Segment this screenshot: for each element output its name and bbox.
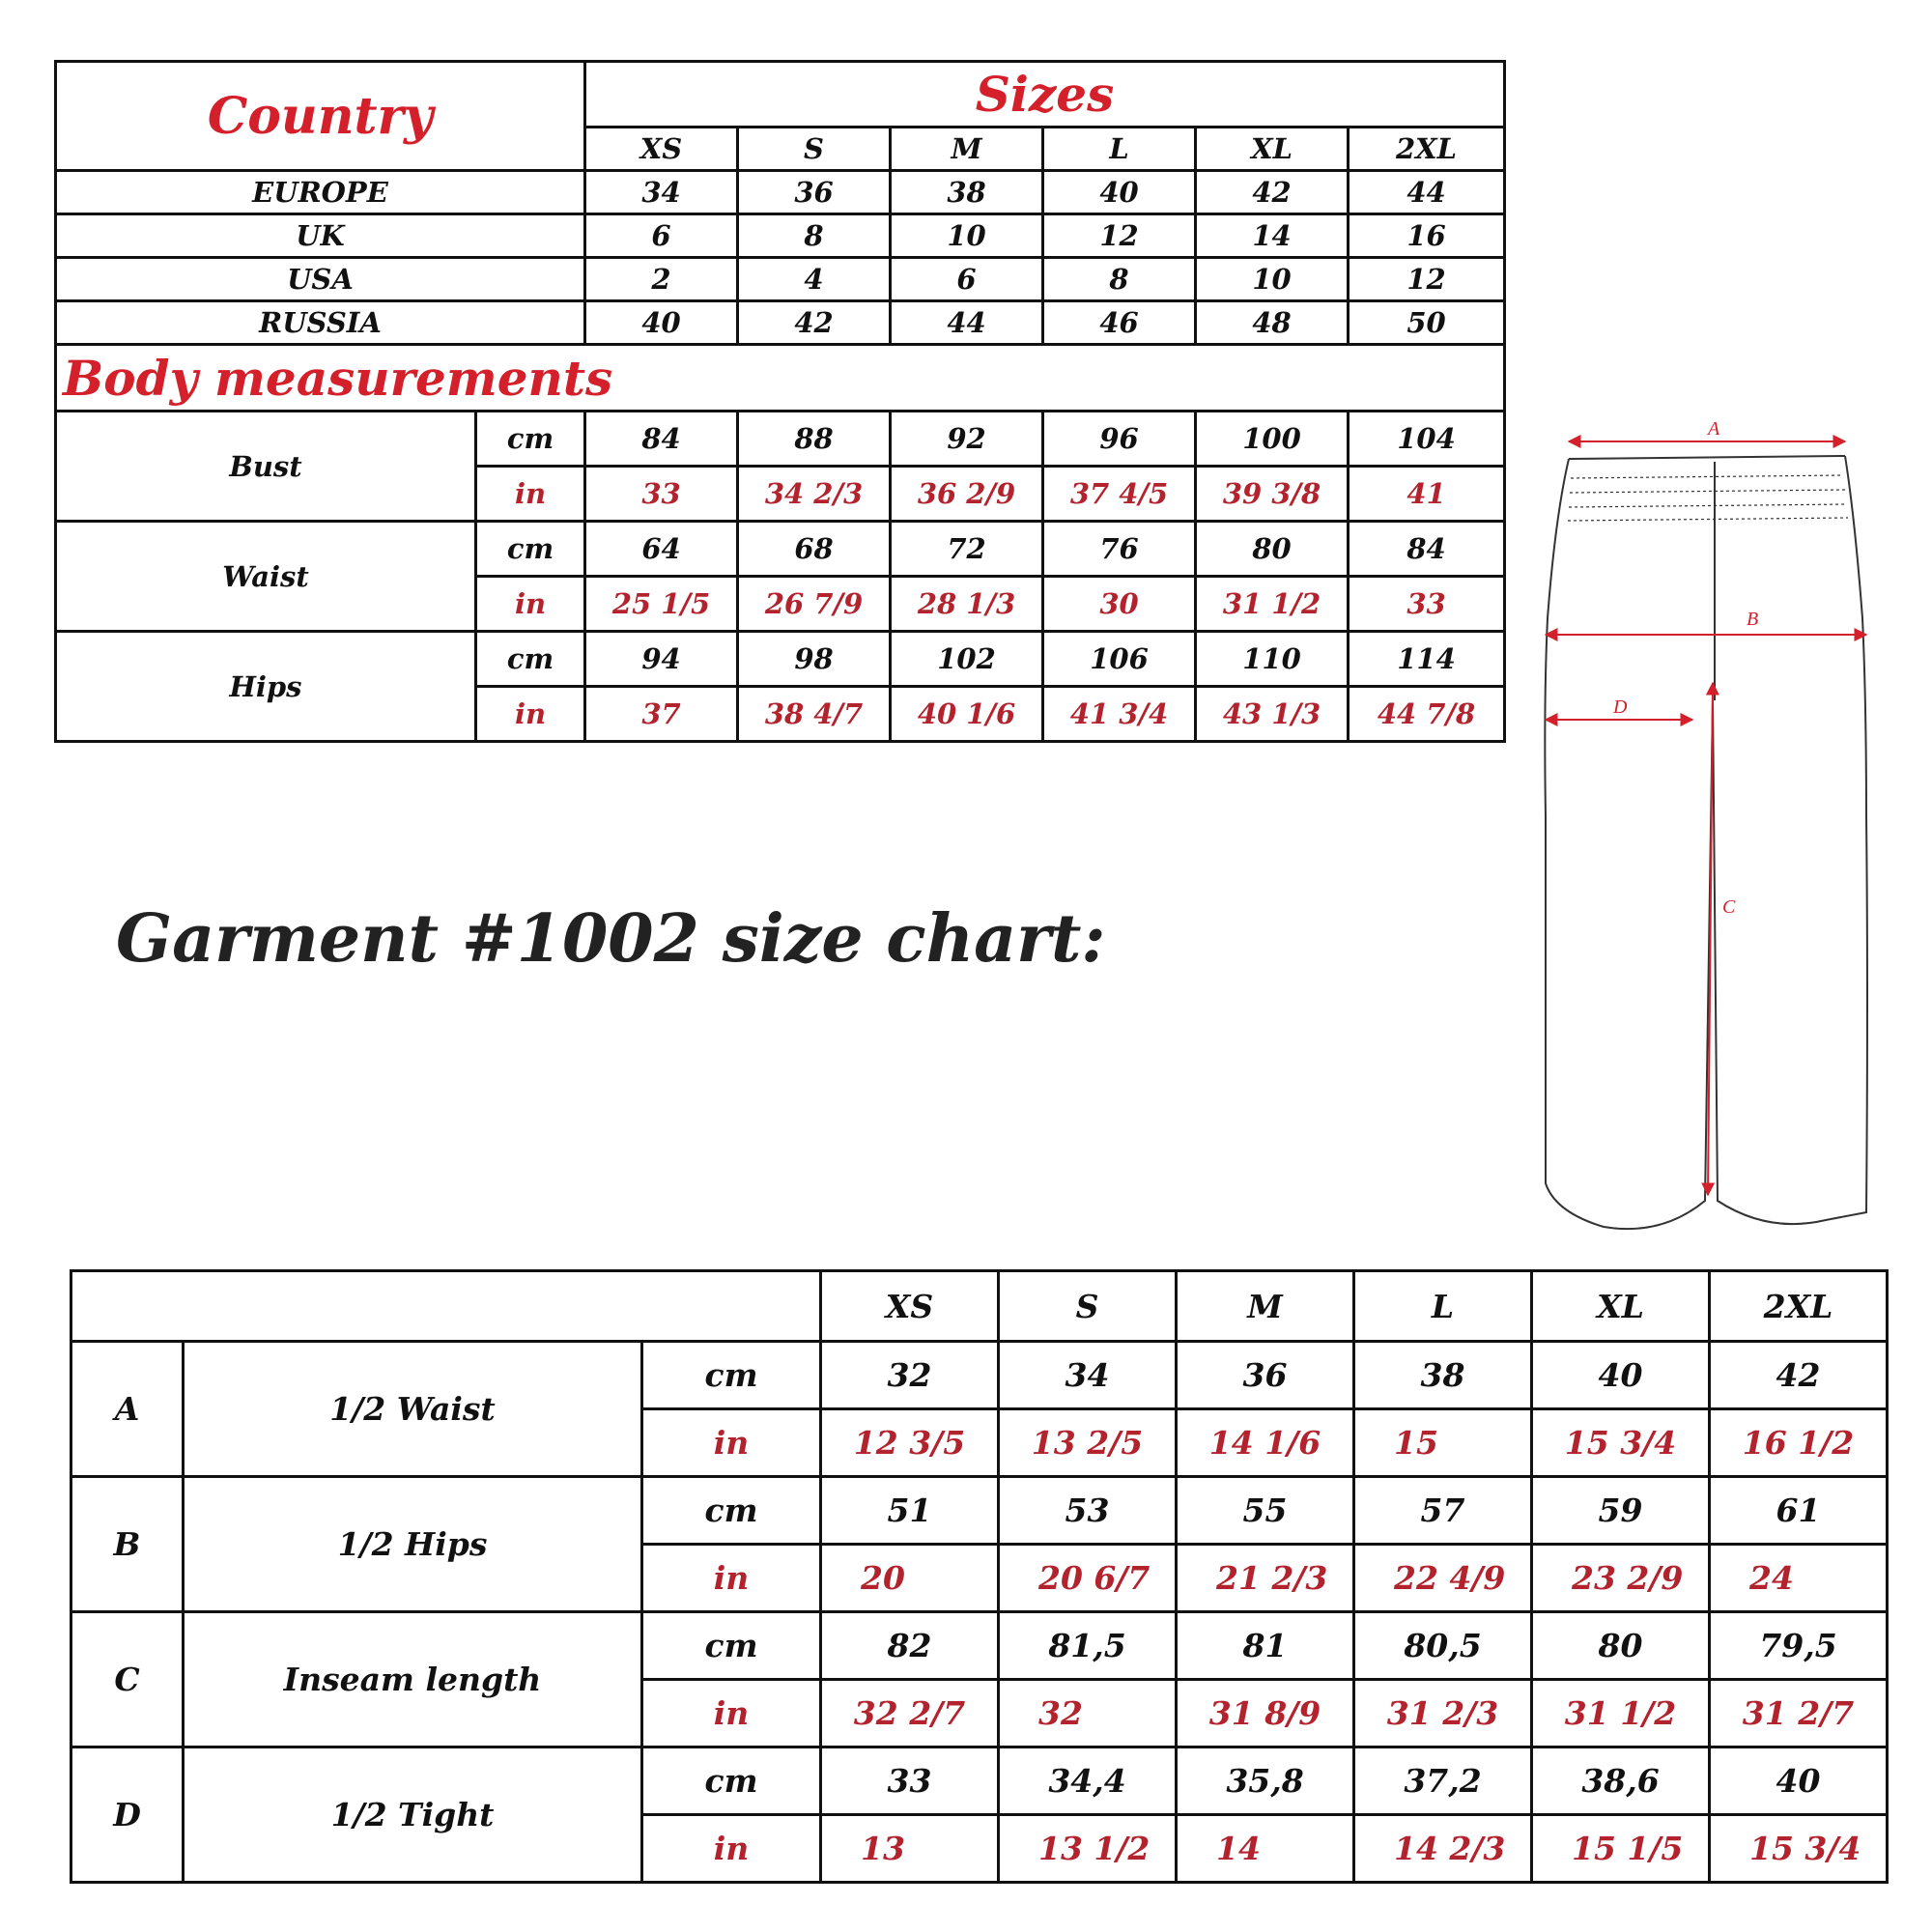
size-header-cell: S	[999, 1271, 1177, 1342]
size-header-cell: XL	[1532, 1271, 1710, 1342]
unit-label: in	[476, 687, 585, 742]
size-value: 6	[585, 214, 738, 258]
in-value: 40 1/6	[891, 687, 1043, 742]
cm-value: 84	[1349, 522, 1505, 577]
measure-name: 1/2 Hips	[184, 1477, 642, 1612]
size-value: 4	[738, 258, 891, 301]
in-value: 31 1/2	[1196, 577, 1349, 632]
cm-value: 64	[585, 522, 738, 577]
table-row	[56, 258, 1505, 301]
in-value: 41	[1349, 467, 1505, 522]
size-value: 44	[891, 301, 1043, 345]
empty-header	[71, 1271, 821, 1342]
in-value: 14	[1177, 1815, 1354, 1883]
cm-value: 100	[1196, 412, 1349, 467]
measurement-name: Waist	[56, 522, 476, 632]
cm-value: 57	[1354, 1477, 1532, 1545]
cm-value: 38,6	[1532, 1747, 1710, 1815]
in-value: 37 4/5	[1043, 467, 1196, 522]
cm-value: 38	[1354, 1342, 1532, 1409]
size-value: 16	[1349, 214, 1505, 258]
size-value: 36	[738, 171, 891, 214]
measure-name: 1/2 Tight	[184, 1747, 642, 1883]
cm-value: 59	[1532, 1477, 1710, 1545]
size-value: 50	[1349, 301, 1505, 345]
unit-label: in	[476, 577, 585, 632]
cm-value: 35,8	[1177, 1747, 1354, 1815]
cm-value: 72	[891, 522, 1043, 577]
cm-value: 53	[999, 1477, 1177, 1545]
pants-diagram	[1526, 411, 1889, 1241]
size-value: 42	[738, 301, 891, 345]
cm-value: 42	[1710, 1342, 1888, 1409]
cm-value: 84	[585, 412, 738, 467]
cm-value: 32	[821, 1342, 999, 1409]
size-value: 44	[1349, 171, 1505, 214]
in-value: 32 2/7	[821, 1680, 999, 1747]
cm-value: 80,5	[1354, 1612, 1532, 1680]
in-value: 14 1/6	[1177, 1409, 1354, 1477]
cm-value: 96	[1043, 412, 1196, 467]
cm-value: 55	[1177, 1477, 1354, 1545]
cm-value: 82	[821, 1612, 999, 1680]
in-value: 20	[821, 1545, 999, 1612]
cm-value: 68	[738, 522, 891, 577]
cm-value: 80	[1196, 522, 1349, 577]
measure-a-label: A	[1708, 418, 1720, 440]
size-header-cell: XL	[1196, 127, 1349, 170]
unit-label: cm	[642, 1747, 821, 1815]
country-name: USA	[56, 258, 585, 301]
measure-name: 1/2 Waist	[184, 1342, 642, 1477]
cm-value: 110	[1196, 632, 1349, 687]
country-name: EUROPE	[56, 171, 585, 214]
in-value: 31 2/7	[1710, 1680, 1888, 1747]
page-title: Garment #1002 size chart:	[116, 900, 1106, 978]
in-value: 44 7/8	[1349, 687, 1505, 742]
table-row	[56, 522, 1505, 577]
size-value: 34	[585, 171, 738, 214]
cm-value: 114	[1349, 632, 1505, 687]
garment-measurement-table	[70, 1269, 1889, 1884]
table-row	[56, 171, 1505, 214]
cm-value: 33	[821, 1747, 999, 1815]
measure-letter: D	[71, 1747, 184, 1883]
in-value: 15	[1354, 1409, 1532, 1477]
in-value: 14 2/3	[1354, 1815, 1532, 1883]
cm-value: 106	[1043, 632, 1196, 687]
measure-name: Inseam length	[184, 1612, 642, 1747]
in-value: 32	[999, 1680, 1177, 1747]
in-value: 13 2/5	[999, 1409, 1177, 1477]
unit-label: in	[642, 1680, 821, 1747]
cm-value: 40	[1710, 1747, 1888, 1815]
cm-value: 80	[1532, 1612, 1710, 1680]
in-value: 41 3/4	[1043, 687, 1196, 742]
in-value: 31 8/9	[1177, 1680, 1354, 1747]
cm-value: 94	[585, 632, 738, 687]
size-header-cell: M	[1177, 1271, 1354, 1342]
in-value: 12 3/5	[821, 1409, 999, 1477]
size-value: 10	[1196, 258, 1349, 301]
size-value: 8	[1043, 258, 1196, 301]
table-row	[56, 214, 1505, 258]
in-value: 23 2/9	[1532, 1545, 1710, 1612]
in-value: 39 3/8	[1196, 467, 1349, 522]
in-value: 24	[1710, 1545, 1888, 1612]
size-value: 6	[891, 258, 1043, 301]
cm-value: 40	[1532, 1342, 1710, 1409]
sizes-header: Sizes	[585, 62, 1505, 128]
in-value: 37	[585, 687, 738, 742]
country-name: RUSSIA	[56, 301, 585, 345]
in-value: 33	[585, 467, 738, 522]
unit-label: cm	[642, 1612, 821, 1680]
size-value: 42	[1196, 171, 1349, 214]
size-value: 48	[1196, 301, 1349, 345]
size-value: 38	[891, 171, 1043, 214]
in-value: 31 2/3	[1354, 1680, 1532, 1747]
pants-outline	[1545, 456, 1867, 1229]
measure-letter: A	[71, 1342, 184, 1477]
in-value: 36 2/9	[891, 467, 1043, 522]
cm-value: 36	[1177, 1342, 1354, 1409]
in-value: 38 4/7	[738, 687, 891, 742]
size-value: 40	[585, 301, 738, 345]
size-header-cell: XS	[585, 127, 738, 170]
in-value: 15 3/4	[1710, 1815, 1888, 1883]
in-value: 30	[1043, 577, 1196, 632]
cm-value: 102	[891, 632, 1043, 687]
cm-value: 81,5	[999, 1612, 1177, 1680]
measure-d-label: D	[1613, 696, 1628, 718]
cm-value: 34	[999, 1342, 1177, 1409]
unit-label: in	[642, 1545, 821, 1612]
body-measurements-header: Body measurements	[56, 345, 1505, 412]
cm-value: 98	[738, 632, 891, 687]
in-value: 22 4/9	[1354, 1545, 1532, 1612]
size-value: 10	[891, 214, 1043, 258]
table-row	[71, 1342, 1888, 1409]
in-value: 25 1/5	[585, 577, 738, 632]
in-value: 13 1/2	[999, 1815, 1177, 1883]
table-row	[56, 412, 1505, 467]
in-value: 15 1/5	[1532, 1815, 1710, 1883]
cm-value: 61	[1710, 1477, 1888, 1545]
size-header-cell: 2XL	[1710, 1271, 1888, 1342]
in-value: 16 1/2	[1710, 1409, 1888, 1477]
size-header-cell: 2XL	[1349, 127, 1505, 170]
in-value: 26 7/9	[738, 577, 891, 632]
table-row	[71, 1747, 1888, 1815]
size-header-cell: XS	[821, 1271, 999, 1342]
cm-value: 88	[738, 412, 891, 467]
unit-label: cm	[642, 1342, 821, 1409]
size-header-cell: S	[738, 127, 891, 170]
unit-label: cm	[476, 632, 585, 687]
size-value: 12	[1349, 258, 1505, 301]
size-header-cell: L	[1043, 127, 1196, 170]
measure-letter: B	[71, 1477, 184, 1612]
cm-value: 104	[1349, 412, 1505, 467]
in-value: 20 6/7	[999, 1545, 1177, 1612]
measure-letter: C	[71, 1612, 184, 1747]
unit-label: in	[642, 1815, 821, 1883]
size-header-cell: M	[891, 127, 1043, 170]
measurement-name: Hips	[56, 632, 476, 742]
cm-value: 37,2	[1354, 1747, 1532, 1815]
country-name: UK	[56, 214, 585, 258]
size-value: 2	[585, 258, 738, 301]
measure-c-label: C	[1722, 896, 1736, 918]
in-value: 21 2/3	[1177, 1545, 1354, 1612]
table-row	[56, 301, 1505, 345]
measurement-name: Bust	[56, 412, 476, 522]
in-value: 33	[1349, 577, 1505, 632]
cm-value: 92	[891, 412, 1043, 467]
in-value: 28 1/3	[891, 577, 1043, 632]
in-value: 31 1/2	[1532, 1680, 1710, 1747]
unit-label: cm	[642, 1477, 821, 1545]
unit-label: cm	[476, 412, 585, 467]
size-conversion-table	[54, 60, 1506, 743]
size-value: 8	[738, 214, 891, 258]
size-value: 14	[1196, 214, 1349, 258]
in-value: 13	[821, 1815, 999, 1883]
size-value: 40	[1043, 171, 1196, 214]
table-row	[71, 1477, 1888, 1545]
in-value: 34 2/3	[738, 467, 891, 522]
size-header-cell: L	[1354, 1271, 1532, 1342]
country-header: Country	[56, 62, 585, 171]
table-row	[56, 632, 1505, 687]
measure-b-label: B	[1747, 609, 1759, 630]
in-value: 15 3/4	[1532, 1409, 1710, 1477]
unit-label: cm	[476, 522, 585, 577]
unit-label: in	[476, 467, 585, 522]
size-value: 46	[1043, 301, 1196, 345]
cm-value: 81	[1177, 1612, 1354, 1680]
cm-value: 76	[1043, 522, 1196, 577]
in-value: 43 1/3	[1196, 687, 1349, 742]
table-row	[71, 1612, 1888, 1680]
cm-value: 79,5	[1710, 1612, 1888, 1680]
size-value: 12	[1043, 214, 1196, 258]
cm-value: 51	[821, 1477, 999, 1545]
cm-value: 34,4	[999, 1747, 1177, 1815]
unit-label: in	[642, 1409, 821, 1477]
